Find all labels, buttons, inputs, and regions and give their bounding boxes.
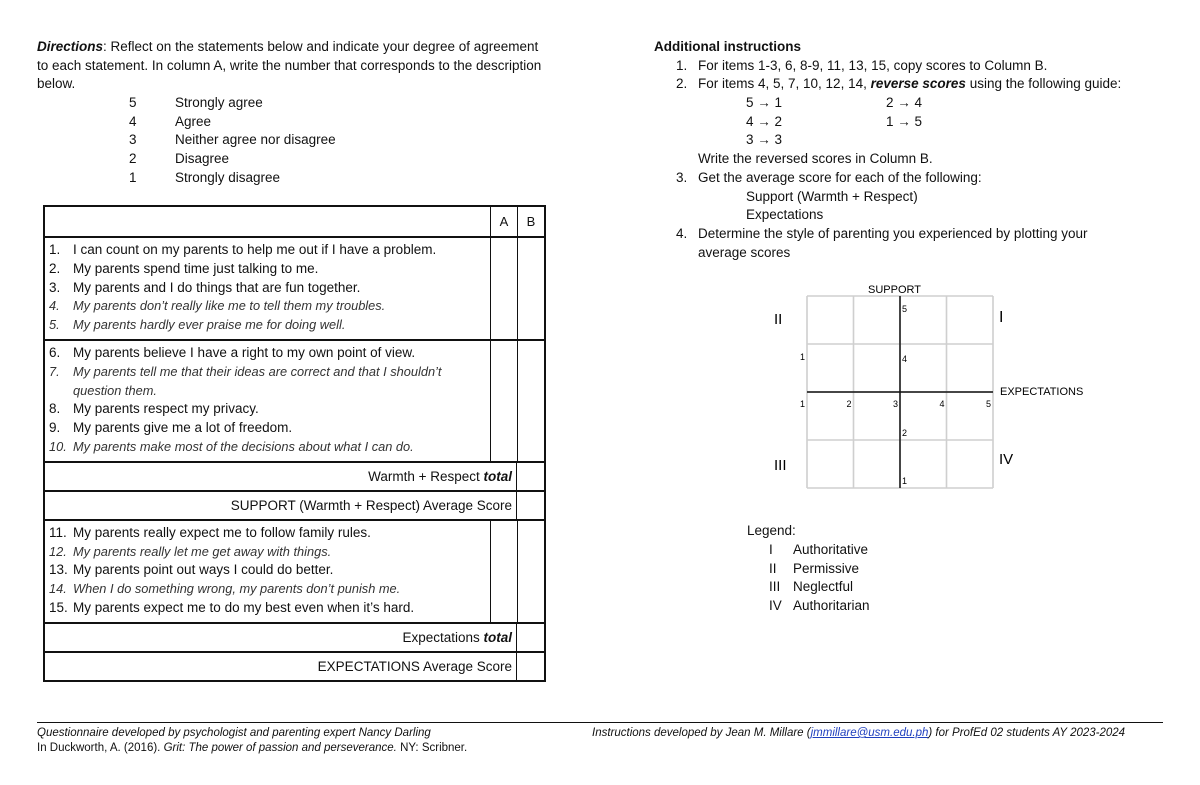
table-row: 12. My parents really let me get away with things. xyxy=(49,543,332,559)
scale-description: Strongly agree xyxy=(175,95,263,110)
item-group-warmth xyxy=(45,238,544,341)
additional-instructions xyxy=(654,38,1154,262)
instruction-3: 3. Get the average score for each of the following: xyxy=(676,169,982,185)
quadrant-label: I xyxy=(999,309,1004,326)
legend-item: I Authoritative xyxy=(769,541,869,557)
table-row: 5. My parents hardly ever praise me for doing well. xyxy=(49,317,346,333)
directions-text: : Reflect on the statements below and indicate your degree of agreement to each statement. In column A, write the number that corresponds to the description below. xyxy=(37,39,542,92)
scale-number: 5 xyxy=(129,95,137,110)
instruction-1: 1. For items 1-3, 6, 8-9, 11, 13, 15, copy scores to Column B. xyxy=(676,57,1048,73)
support-average-row xyxy=(45,492,544,521)
expectations-average-row xyxy=(45,653,544,682)
total-label-bold: total xyxy=(483,468,512,484)
support-average-cell[interactable] xyxy=(516,492,544,519)
quadrant-label: III xyxy=(774,457,787,474)
email-link[interactable]: jmmillare@usm.edu.ph xyxy=(810,727,929,739)
questionnaire-table xyxy=(43,205,546,682)
warmth-respect-total-row xyxy=(45,463,544,492)
instruction-4: 4. Determine the style of parenting you experienced by plotting your average scores xyxy=(676,225,1088,260)
table-row: 2. My parents spend time just talking to me. xyxy=(49,260,319,276)
y-tick-label: 1 xyxy=(902,476,908,486)
warmth-total-cell[interactable] xyxy=(516,463,544,490)
table-row: 15. My parents expect me to do my best even when it’s hard. xyxy=(49,599,415,615)
table-row: 11. My parents really expect me to follow family rules. xyxy=(49,524,371,540)
item-group-respect xyxy=(45,341,544,463)
total-label: Expectations xyxy=(402,629,484,645)
directions-paragraph xyxy=(37,38,547,94)
item-group-expectations xyxy=(45,521,544,624)
column-a-answer-cell[interactable] xyxy=(490,521,517,622)
table-row: 8. My parents respect my privacy. xyxy=(49,401,259,417)
scale-number: 4 xyxy=(129,113,137,129)
instruction-2-note: Write the reversed scores in Column B. xyxy=(698,151,933,167)
x-tick-label: 3 xyxy=(893,399,899,409)
y-tick-label: 5 xyxy=(902,304,908,314)
additional-instructions-title: Additional instructions xyxy=(654,39,801,54)
expectations-average-label: EXPECTATIONS Average Score xyxy=(317,658,512,674)
footer-right: Instructions developed by Jean M. Millare (jmmillare@usm.edu.ph) for ProfEd 02 students AY 2023-2024 xyxy=(592,727,1126,739)
table-row: 10. My parents make most of the decisions about what I can do. xyxy=(49,438,414,454)
reverse-guide-row: 3 → 3 xyxy=(746,132,783,148)
instruction-2: 2. For items 4, 5, 7, 10, 12, 14, reverse scores using the following guide: xyxy=(676,76,1122,92)
scale-number: 1 xyxy=(129,169,137,185)
legend xyxy=(747,522,870,616)
scale-description: Strongly disagree xyxy=(175,169,281,185)
scale-number: 3 xyxy=(129,132,137,148)
quadrant-label: IV xyxy=(999,451,1014,468)
instruction-3-support: Support (Warmth + Respect) xyxy=(746,188,918,204)
expectations-average-cell[interactable] xyxy=(516,653,544,680)
legend-item: III Neglectful xyxy=(769,579,854,595)
column-a-answer-cell[interactable] xyxy=(490,238,517,339)
expectations-total-cell[interactable] xyxy=(516,624,544,651)
scale-description: Disagree xyxy=(175,151,230,167)
footer-left xyxy=(37,726,577,756)
quadrant-label: II xyxy=(774,311,783,328)
column-a-header: A xyxy=(490,207,517,236)
x-axis-label: EXPECTATIONS xyxy=(1000,386,1084,398)
legend-item: IV Authoritarian xyxy=(769,598,870,614)
table-row: 7. My parents tell me that their ideas are correct and that I shouldn’t question them. xyxy=(49,363,442,398)
y-side-tick: 1 xyxy=(800,352,806,362)
expectations-total-row xyxy=(45,624,544,653)
legend-title: Legend: xyxy=(747,523,796,538)
legend-item: II Permissive xyxy=(769,560,860,576)
scale-description: Agree xyxy=(175,113,212,129)
footer-credit-line-2: In Duckworth, A. (2016). Grit: The power of passion and perseverance. NY: Scribner. xyxy=(37,742,468,754)
column-b-answer-cell[interactable] xyxy=(517,341,544,461)
x-tick-label: 4 xyxy=(939,399,945,409)
table-row: 14. When I do something wrong, my parents don’t punish me. xyxy=(49,581,401,597)
y-tick-label: 4 xyxy=(902,354,908,364)
table-header-row xyxy=(45,207,544,238)
reverse-guide-row: 4 → 2 1 → 5 xyxy=(746,113,923,129)
table-row: 6. My parents believe I have a right to my own point of view. xyxy=(49,344,416,360)
column-b-answer-cell[interactable] xyxy=(517,521,544,622)
column-b-header: B xyxy=(517,207,544,236)
table-row: 3. My parents and I do things that are fun together. xyxy=(49,279,361,295)
column-a-answer-cell[interactable] xyxy=(490,341,517,461)
footer-credit-line-1: Questionnaire developed by psychologist and parenting expert Nancy Darling xyxy=(37,727,431,739)
x-tick-label: 2 xyxy=(846,399,852,409)
parenting-style-graph xyxy=(761,280,1091,500)
scale-number: 2 xyxy=(129,151,137,167)
table-row: 13. My parents point out ways I could do better. xyxy=(49,562,334,578)
y-tick-label: 2 xyxy=(902,428,908,438)
y-axis-label: SUPPORT xyxy=(868,284,921,296)
total-label-bold: total xyxy=(483,629,512,645)
support-average-label: SUPPORT (Warmth + Respect) Average Score xyxy=(230,497,512,513)
instruction-3-expectations: Expectations xyxy=(746,207,824,223)
reverse-guide-row: 5 → 1 2 → 4 xyxy=(746,95,923,111)
footer-divider xyxy=(37,722,1163,723)
column-b-answer-cell[interactable] xyxy=(517,238,544,339)
total-label: Warmth + Respect xyxy=(368,468,484,484)
table-row: 9. My parents give me a lot of freedom. xyxy=(49,420,293,436)
x-tick-label: 1 xyxy=(800,399,806,409)
table-row: 1. I can count on my parents to help me out if I have a problem. xyxy=(49,242,437,257)
table-row: 4. My parents don’t really like me to tell them my troubles. xyxy=(49,298,386,314)
scale-description: Neither agree nor disagree xyxy=(175,132,336,148)
x-tick-label: 5 xyxy=(986,399,992,409)
directions-label: Directions xyxy=(37,39,104,54)
